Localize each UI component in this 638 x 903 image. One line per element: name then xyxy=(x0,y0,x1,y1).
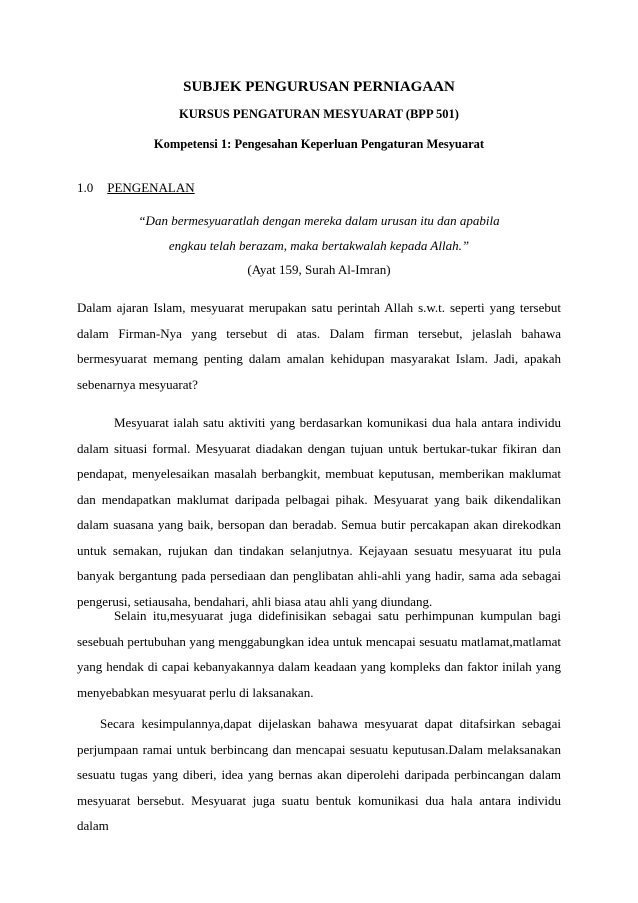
section-heading xyxy=(77,180,195,196)
paragraph-3: Selain itu,mesyuarat juga didefinisikan sebagai satu perhimpunan kumpulan bagi sesebuah pertubuhan yang menggabungkan idea untuk mencapai sesuatu matlamat,matlamat yang hendak di capai kebanyakannya dalam keadaan yang kompleks dan faktor inilah yang menyebabkan mesyuarat perlu di laksanakan. xyxy=(77,608,561,700)
document-title: SUBJEK PENGURUSAN PERNIAGAAN xyxy=(183,79,455,95)
competency-title: Kompetensi 1: Pengesahan Keperluan Pengaturan Mesyuarat xyxy=(153,137,485,151)
quote-line-2: engkau telah berazam, maka bertakwalah kepada Allah.” xyxy=(168,238,470,253)
paragraph-2: Mesyuarat ialah satu aktiviti yang berdasarkan komunikasi dua hala antara individu dalam situasi formal. Mesyuarat diadakan dengan tujuan untuk bertukar-tukar fikiran dan pendapat, menyelesaikan masalah berbangkit, membuat keputusan, memberikan maklumat dan mendapatkan maklumat daripada pelbagai pihak. Mesyuarat yang baik dikendalikan dalam suasana yang baik, bersopan dan beradab. Semua butir percakapan akan direkodkan untuk semakan, rujukan dan tindakan selanjutnya. Kejayaan sesuatu mesyuarat itu pula banyak bergantung pada persediaan dan penglibatan ahli-ahli yang hadir, sama ada sebagai pengerusi, setiausaha, bendahari, ahli biasa atau ahli yang diundang. xyxy=(77,415,561,609)
course-title: KURSUS PENGATURAN MESYUARAT (BPP 501) xyxy=(179,107,459,121)
paragraph-4: Secara kesimpulannya,dapat dijelaskan bahawa mesyuarat dapat ditafsirkan sebagai perjumpaan ramai untuk berbincang dan mencapai sesuatu keputusan.Dalam melaksanakan sesuatu tugas yang diberi, idea yang bernas akan diperolehi daripada perbincangan dalam mesyuarat bersebut. Mesyuarat juga suatu bentuk komunikasi dua hala antara individu dalam xyxy=(77,716,561,833)
quote-citation: (Ayat 159, Surah Al-Imran) xyxy=(247,262,391,277)
section-title: PENGENALAN xyxy=(107,180,195,195)
section-number: 1.0 xyxy=(77,180,94,195)
quote-line-1: “Dan bermesyuaratlah dengan mereka dalam urusan itu dan apabila xyxy=(138,213,500,228)
paragraph-1: Dalam ajaran Islam, mesyuarat merupakan satu perintah Allah s.w.t. seperti yang tersebut dalam Firman-Nya yang tersebut di atas. Dalam firman tersebut, jelaslah bahawa bermesyuarat memang penting dalam amalan kehidupan masyarakat Islam. Jadi, apakah sebenarnya mesyuarat? xyxy=(77,300,561,392)
